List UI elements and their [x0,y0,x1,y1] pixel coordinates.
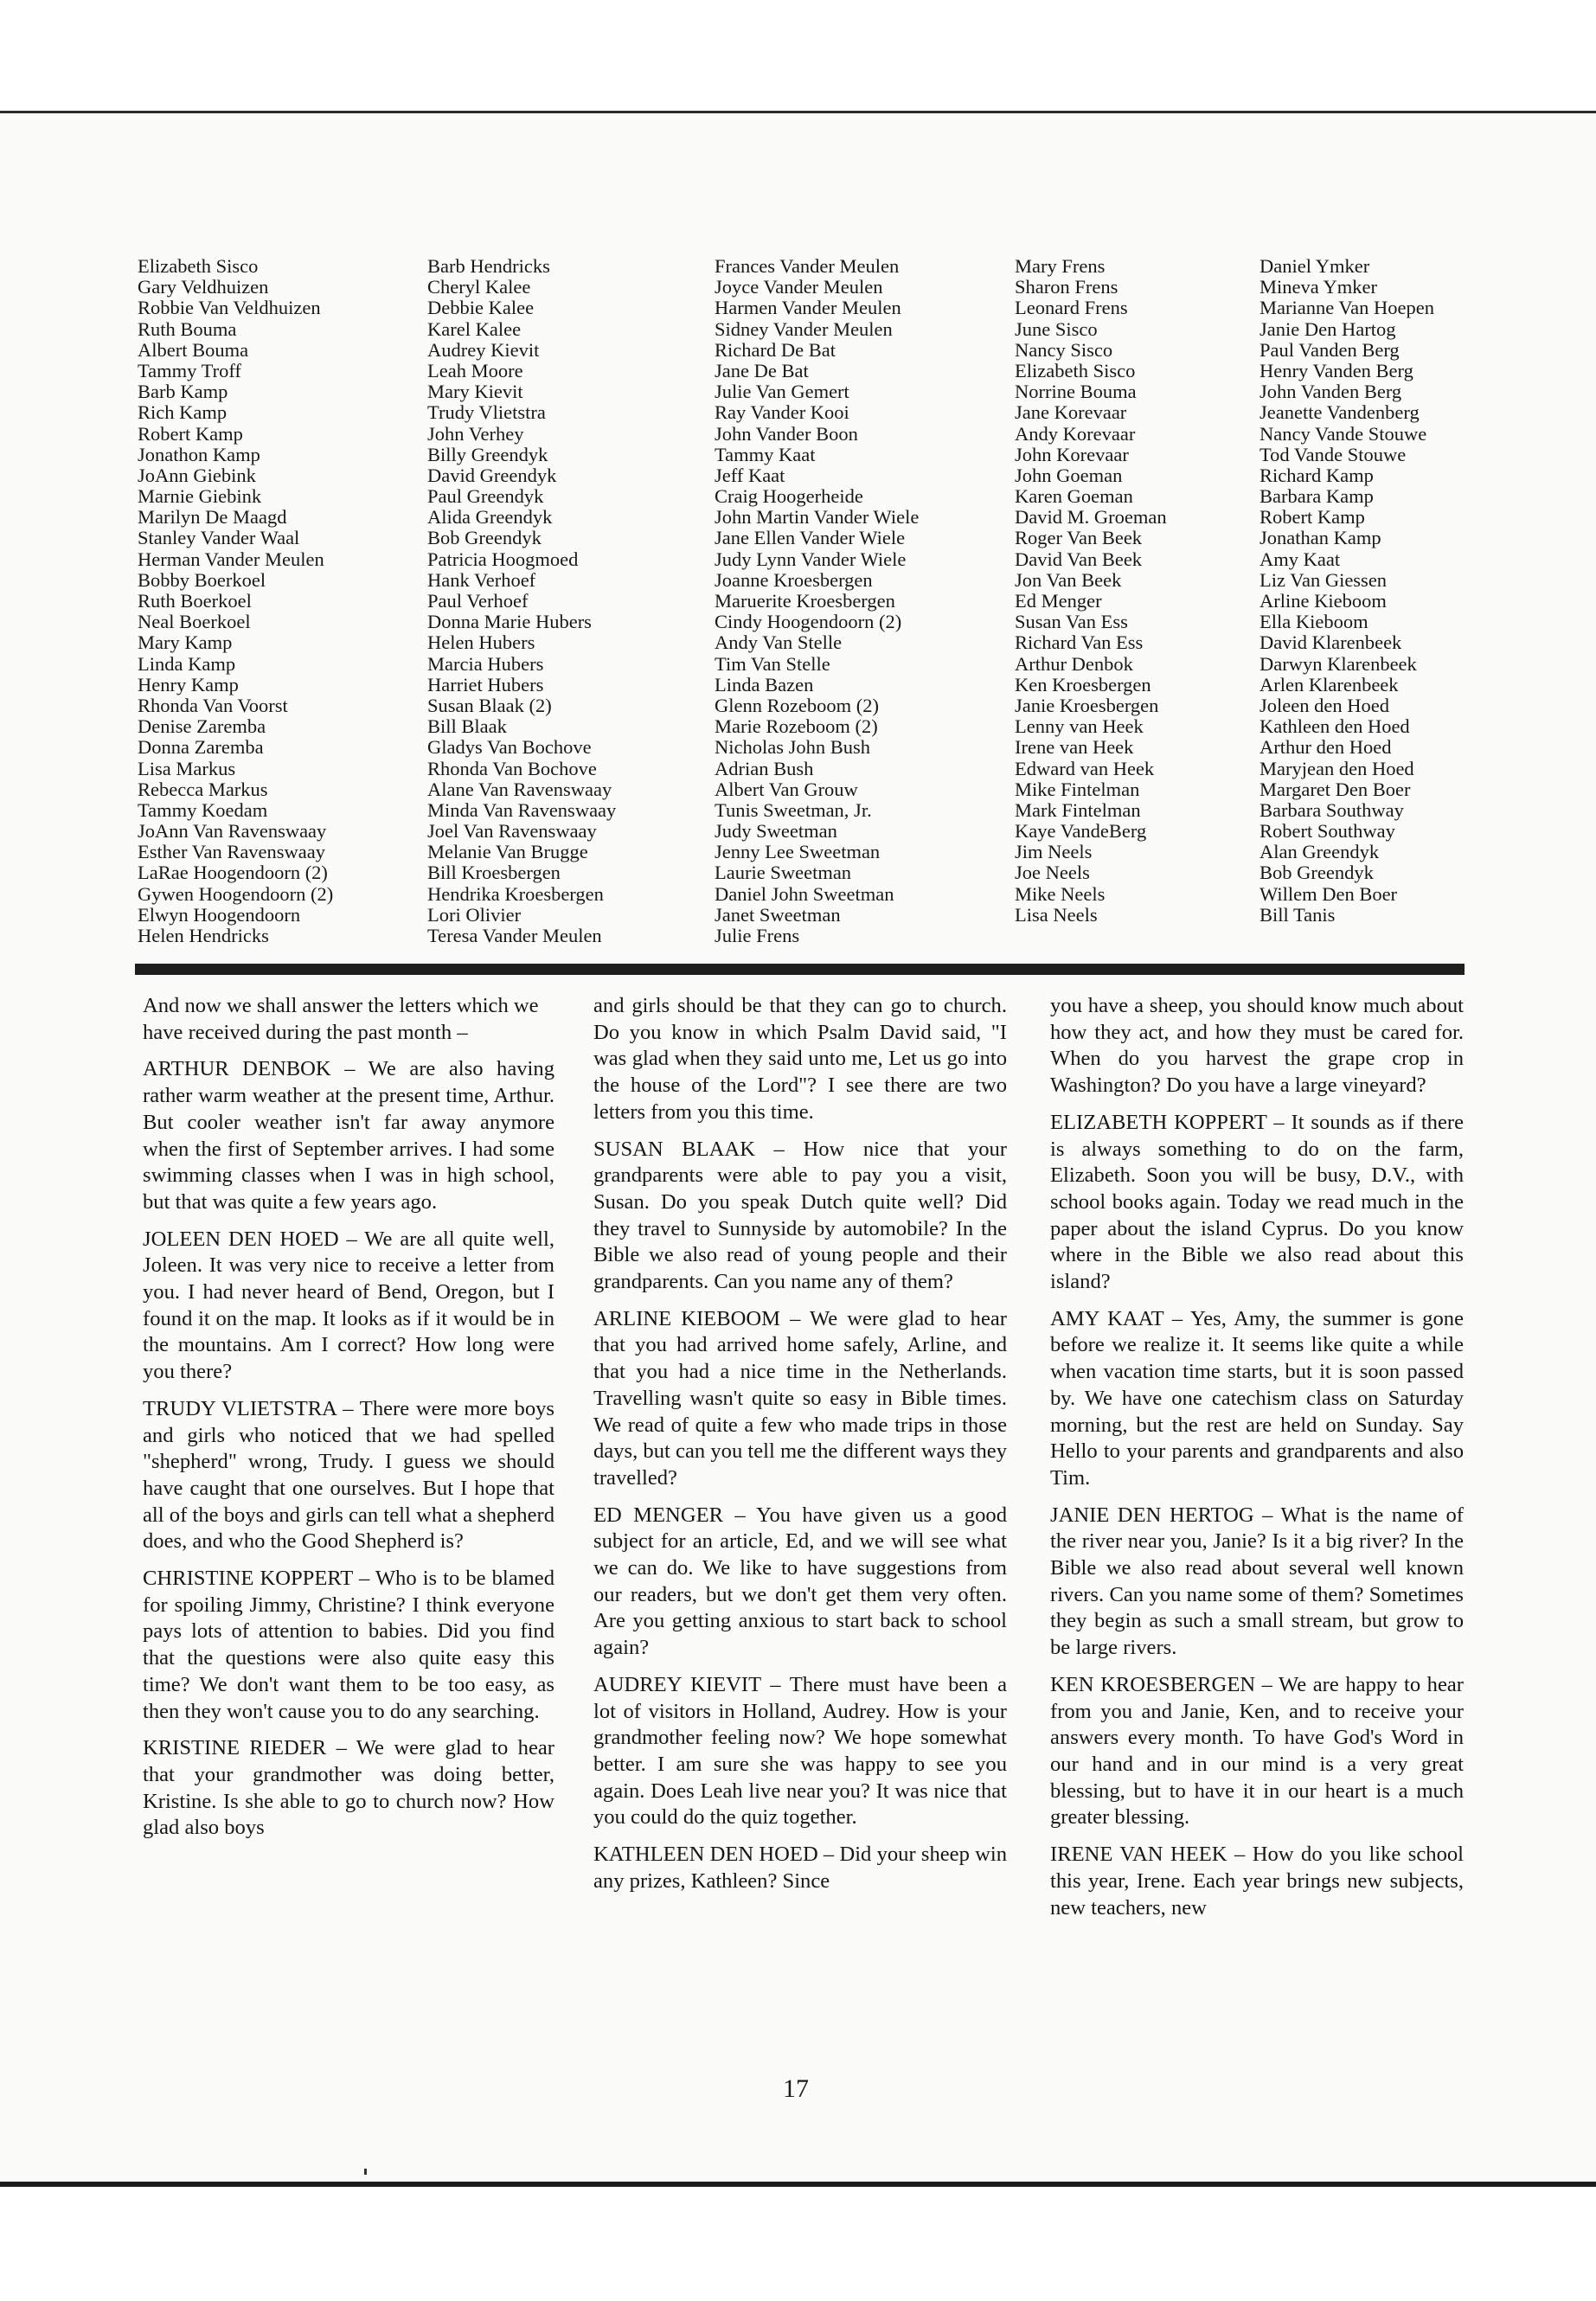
name-entry: Glenn Rozeboom (2) [715,694,879,716]
name-entry: Donna Marie Hubers [427,611,592,633]
name-entry: Rhonda Van Voorst [138,694,288,716]
name-entry: Janie Den Hartog [1259,317,1396,340]
name-entry: David Van Beek [1015,548,1143,570]
letter-paragraph: you have a sheep, you should know much about how they act, and how they must be cared for. When do you harvest the grape crop in Washington? Do you have a large vineyard? [1050,994,1464,1098]
name-entry: Jane Korevaar [1015,401,1127,424]
name-entry: Lisa Markus [138,757,236,779]
name-entry: Alida Greendyk [427,506,553,529]
name-entry: John Vanden Berg [1259,381,1402,403]
name-entry: Elizabeth Sisco [138,255,259,277]
letter-paragraph: KRISTINE RIEDER – We were glad to hear that your grandmother was doing better, Kristine. Is she able to go to church now? How glad also boys [143,1736,554,1840]
name-entry: Elizabeth Sisco [1015,359,1136,381]
name-entry: Liz Van Giessen [1259,568,1388,591]
name-entry: Gladys Van Bochove [427,736,592,759]
page-number: 17 [783,2074,809,2103]
name-entry: Mary Frens [1015,255,1106,277]
name-entry: Marie Rozeboom (2) [715,715,878,738]
name-entry: Janet Sweetman [715,903,841,926]
name-entry: Robert Kamp [1259,506,1365,529]
name-entry: Willem Den Boer [1259,882,1398,905]
name-entry: Nancy Vande Stouwe [1259,422,1427,445]
name-entry: Janie Kroesbergen [1015,694,1159,716]
name-entry: Ruth Bouma [138,317,237,340]
name-entry: Julie Van Gemert [715,381,849,403]
name-entry: Irene van Heek [1015,736,1134,759]
scan-border-bottom [0,2182,1596,2187]
name-entry: Albert Van Grouw [715,778,858,800]
name-entry: Roger Van Beek [1015,527,1143,549]
name-entry: Mike Neels [1015,882,1106,905]
name-entry: Robbie Van Veldhuizen [138,297,321,319]
name-entry: Paul Vanden Berg [1259,338,1400,361]
name-entry: June Sisco [1015,317,1098,340]
letter-paragraph: KEN KROESBERGEN – We are happy to hear from you and Janie, Ken, and to receive your answers every month. To have God's Word in our hand and in our mind is a very great blessing, but to have it in our heart is a much greater blessing. [1050,1672,1464,1830]
name-entry: Harriet Hubers [427,673,544,695]
letters-column-2 [593,993,1007,1906]
name-entry: Henry Vanden Berg [1259,359,1413,381]
name-entry: Joyce Vander Meulen [715,276,883,298]
name-entry: Kaye VandeBerg [1015,820,1147,843]
name-entry: Karel Kalee [427,317,522,340]
scan-mark [364,2169,367,2175]
name-entry: Daniel Ymker [1259,255,1370,277]
name-entry: Helen Hendricks [138,925,269,946]
name-entry: Paul Verhoef [427,590,529,612]
name-entry: Robert Kamp [138,422,243,445]
name-entry: Nicholas John Bush [715,736,870,759]
name-entry: Lenny van Heek [1015,715,1144,738]
name-entry: Richard Van Ess [1015,631,1144,654]
letter-paragraph: SUSAN BLAAK – How nice that your grandparents were able to pay you a visit, Susan. Do you speak Dutch quite well? Did they travel to Sunnyside by automobile? In the Bible we also read of young people and their grandparents. Can you name any of them? [593,1137,1007,1294]
name-entry: Herman Vander Meulen [138,548,324,570]
name-entry: Henry Kamp [138,673,239,695]
name-entry: Jane Ellen Vander Wiele [715,527,906,549]
name-entry: Joleen den Hoed [1259,694,1389,716]
name-entry: Mary Kamp [138,631,233,654]
name-entry: Jonathon Kamp [138,443,260,465]
name-entry: Marcia Hubers [427,652,544,675]
scan-border-top [0,0,1596,111]
name-entry: Judy Sweetman [715,820,837,843]
name-entry: Andy Korevaar [1015,422,1136,445]
letter-paragraph: JOLEEN DEN HOED – We are all quite well, Joleen. It was very nice to receive a letter from you. I had never heard of Bend, Oregon, but I found it on the map. It looks as if it would be in the mountains. Am I correct? How long were you there? [143,1227,554,1384]
name-entry: Nancy Sisco [1015,338,1113,361]
name-entry: Tim Van Stelle [715,652,830,675]
name-entry: Tammy Koedam [138,798,268,821]
name-entry: Susan Van Ess [1015,611,1128,633]
names-column-5 [1259,256,1434,926]
name-entry: Andy Van Stelle [715,631,843,654]
name-entry: Hank Verhoef [427,568,536,591]
name-entry: Mary Kievit [427,381,523,403]
name-entry: Helen Hubers [427,631,535,654]
name-entry: Mark Fintelman [1015,798,1141,821]
name-entry: Darwyn Klarenbeek [1259,652,1417,675]
name-entry: Joel Van Ravenswaay [427,820,597,843]
letter-paragraph: ARTHUR DENBOK – We are also having rather warm weather at the present time, Arthur. But cooler weather isn't far away anymore when the first of September arrives. I had some swimming classes when I was in high school, but that was quite a few years ago. [143,1057,554,1214]
letter-paragraph: JANIE DEN HERTOG – What is the name of the river near you, Janie? Is it a big river? In the Bible we also read about several well known rivers. Can you name some of them? Sometimes they begin as such a small stream, but grow to be large rivers. [1050,1503,1464,1660]
name-entry: JoAnn Giebink [138,464,256,486]
name-entry: Arlen Klarenbeek [1259,673,1399,695]
name-entry: LaRae Hoogendoorn (2) [138,862,328,884]
name-entry: David Greendyk [427,464,557,486]
name-entry: Bill Kroesbergen [427,862,561,884]
name-entry: Jon Van Beek [1015,568,1122,591]
name-entry: Donna Zaremba [138,736,264,759]
name-entry: Debbie Kalee [427,297,535,319]
name-entry: Lori Olivier [427,903,522,926]
name-entry: Jeff Kaat [715,464,785,486]
name-entry: Frances Vander Meulen [715,255,900,277]
name-entry: Craig Hoogerheide [715,485,863,508]
name-entry: Sidney Vander Meulen [715,317,893,340]
name-entry: Karen Goeman [1015,485,1133,508]
name-entry: Leonard Frens [1015,297,1128,319]
name-entry: Tod Vande Stouwe [1259,443,1407,465]
name-entry: Linda Kamp [138,652,236,675]
name-entry: John Martin Vander Wiele [715,506,920,529]
name-entry: Minda Van Ravenswaay [427,798,617,821]
name-entry: Laurie Sweetman [715,862,852,884]
name-entry: Tammy Kaat [715,443,816,465]
letter-paragraph: IRENE VAN HEEK – How do you like school this year, Irene. Each year brings new subjects, new teachers, new [1050,1843,1464,1920]
name-entry: JoAnn Van Ravenswaay [138,820,327,843]
name-entry: Jeanette Vandenberg [1259,401,1420,424]
name-entry: Tammy Troff [138,359,241,381]
name-entry: Ruth Boerkoel [138,590,252,612]
name-entry: Tunis Sweetman, Jr. [715,798,872,821]
names-column-4 [1015,256,1167,926]
letter-paragraph: ARLINE KIEBOOM – We were glad to hear that you had arrived home safely, Arline, and that you had a nice time in the Netherlands. Travelling wasn't quite so easy in Bible times. We read of quite a few who made trips in those days, but can you tell me the different ways they travelled? [593,1306,1007,1490]
name-entry: Patricia Hoogmoed [427,548,579,570]
name-entry: Robert Southway [1259,820,1395,843]
name-entry: Ella Kieboom [1259,611,1368,633]
name-entry: Margaret Den Boer [1259,778,1411,800]
name-entry: Bill Blaak [427,715,507,738]
name-entry: Marilyn De Maagd [138,506,287,529]
names-column-3 [715,256,919,946]
name-entry: Stanley Vander Waal [138,527,300,549]
name-entry: Hendrika Kroesbergen [427,882,604,905]
letter-paragraph: TRUDY VLIETSTRA – There were more boys and girls who noticed that we had spelled "shepherd" wrong, Trudy. I guess we should have caught that one ourselves. But I hope that all of the boys and girls can tell what a shepherd does, and who the Good Shepherd is? [143,1396,554,1554]
letter-paragraph: and girls should be that they can go to church. Do you know in which Psalm David said, "I was glad when they said unto me, Let us go into the house of the Lord"? I see there are two letters from you this time. [593,994,1007,1124]
letter-paragraph: AUDREY KIEVIT – There must have been a lot of visitors in Holland, Audrey. How is your grandmother feeling now? We hope somewhat better. I am sure she was happy to see you again. Does Leah live near you? It was nice that you could do the quiz together. [593,1672,1007,1830]
name-entry: Julie Frens [715,925,800,946]
name-entry: Bobby Boerkoel [138,568,266,591]
name-entry: Maryjean den Hoed [1259,757,1414,779]
name-entry: Adrian Bush [715,757,814,779]
name-entry: Linda Bazen [715,673,814,695]
name-entry: Joe Neels [1015,862,1090,884]
name-entry: Melanie Van Brugge [427,841,588,863]
name-entry: Rebecca Markus [138,778,268,800]
name-entry: Bob Greendyk [1259,862,1374,884]
name-entry: Esther Van Ravenswaay [138,841,326,863]
name-entry: Trudy Vlietstra [427,401,546,424]
letter-paragraph: AMY KAAT – Yes, Amy, the summer is gone before we realize it. It seems like quite a while when vacation time starts, but it is soon passed by. We have one catechism class on Saturday morning, but the rest are held on Sunday. Say Hello to your parents and grandparents and also Tim. [1050,1306,1464,1490]
name-entry: Arthur den Hoed [1259,736,1392,759]
name-entry: Harmen Vander Meulen [715,297,901,319]
name-entry: Alane Van Ravenswaay [427,778,612,800]
name-entry: Elwyn Hoogendoorn [138,903,301,926]
name-entry: Ken Kroesbergen [1015,673,1151,695]
name-entry: Ray Vander Kooi [715,401,849,424]
letter-paragraph: CHRISTINE KOPPERT – Who is to be blamed for spoiling Jimmy, Christine? I think everyone pays lots of attention to babies. Did you find that the questions were also quite easy this time? We don't want them to be too easy, as then they won't cause you to do any searching. [143,1567,554,1723]
name-entry: Jonathan Kamp [1259,527,1381,549]
name-entry: Edward van Heek [1015,757,1155,779]
name-entry: Cheryl Kalee [427,276,531,298]
name-entry: Gary Veldhuizen [138,276,269,298]
name-entry: Barb Hendricks [427,255,550,277]
letters-column-3 [1050,993,1464,1932]
name-entry: Mike Fintelman [1015,778,1140,800]
name-entry: John Vander Boon [715,422,858,445]
names-column-1 [138,256,333,946]
section-divider [135,964,1465,975]
name-entry: Richard Kamp [1259,464,1374,486]
names-column-2 [427,256,616,946]
name-entry: Arline Kieboom [1259,590,1387,612]
name-entry: David Klarenbeek [1259,631,1402,654]
name-entry: Daniel John Sweetman [715,882,894,905]
letter-paragraph: KATHLEEN DEN HOED – Did your sheep win any prizes, Kathleen? Since [593,1843,1007,1893]
name-entry: Kathleen den Hoed [1259,715,1410,738]
name-entry: Marianne Van Hoepen [1259,297,1435,319]
letter-paragraph: And now we shall answer the letters which we have received during the past month – [143,994,539,1044]
name-entry: Jim Neels [1015,841,1093,863]
name-entry: Norrine Bouma [1015,381,1137,403]
name-entry: Susan Blaak (2) [427,694,552,716]
name-entry: Barbara Southway [1259,798,1404,821]
name-entry: Sharon Frens [1015,276,1118,298]
name-entry: Paul Greendyk [427,485,544,508]
letter-paragraph: ELIZABETH KOPPERT – It sounds as if there is always something to do on the farm, Elizabeth. Soon you will be busy, D.V., with school books again. Today we read much in the paper about the island Cyprus. Do you know where in the Bible we also read about this island? [1050,1110,1464,1294]
name-entry: David M. Groeman [1015,506,1167,529]
name-entry: Barb Kamp [138,381,228,403]
name-entry: Marnie Giebink [138,485,262,508]
name-entry: Judy Lynn Vander Wiele [715,548,907,570]
name-entry: Richard De Bat [715,338,836,361]
name-entry: Bill Tanis [1259,903,1336,926]
name-entry: Bob Greendyk [427,527,542,549]
letter-paragraph: ED MENGER – You have given us a good subject for an article, Ed, and we will see what we can do. We like to have suggestions from our readers, but we don't get them very often. Are you getting anxious to start back to school again? [593,1503,1007,1660]
name-entry: Lisa Neels [1015,903,1098,926]
name-entry: Rhonda Van Bochove [427,757,597,779]
name-entry: Rich Kamp [138,401,228,424]
name-entry: Jenny Lee Sweetman [715,841,881,863]
letters-column-1 [143,993,554,1852]
name-entry: Mineva Ymker [1259,276,1377,298]
name-entry: Joanne Kroesbergen [715,568,873,591]
name-entry: Audrey Kievit [427,338,540,361]
name-entry: Barbara Kamp [1259,485,1374,508]
name-entry: Ed Menger [1015,590,1102,612]
name-entry: Denise Zaremba [138,715,266,738]
name-entry: John Verhey [427,422,524,445]
name-entry: Neal Boerkoel [138,611,251,633]
name-entry: Albert Bouma [138,338,249,361]
name-entry: Billy Greendyk [427,443,548,465]
name-entry: Teresa Vander Meulen [427,925,602,946]
name-entry: Jane De Bat [715,359,809,381]
name-entry: Cindy Hoogendoorn (2) [715,611,902,633]
name-entry: Amy Kaat [1259,548,1341,570]
name-entry: John Goeman [1015,464,1123,486]
name-entry: John Korevaar [1015,443,1129,465]
name-entry: Maruerite Kroesbergen [715,590,895,612]
name-entry: Leah Moore [427,359,523,381]
name-entry: Alan Greendyk [1259,841,1380,863]
name-entry: Arthur Denbok [1015,652,1133,675]
name-entry: Gywen Hoogendoorn (2) [138,882,334,905]
